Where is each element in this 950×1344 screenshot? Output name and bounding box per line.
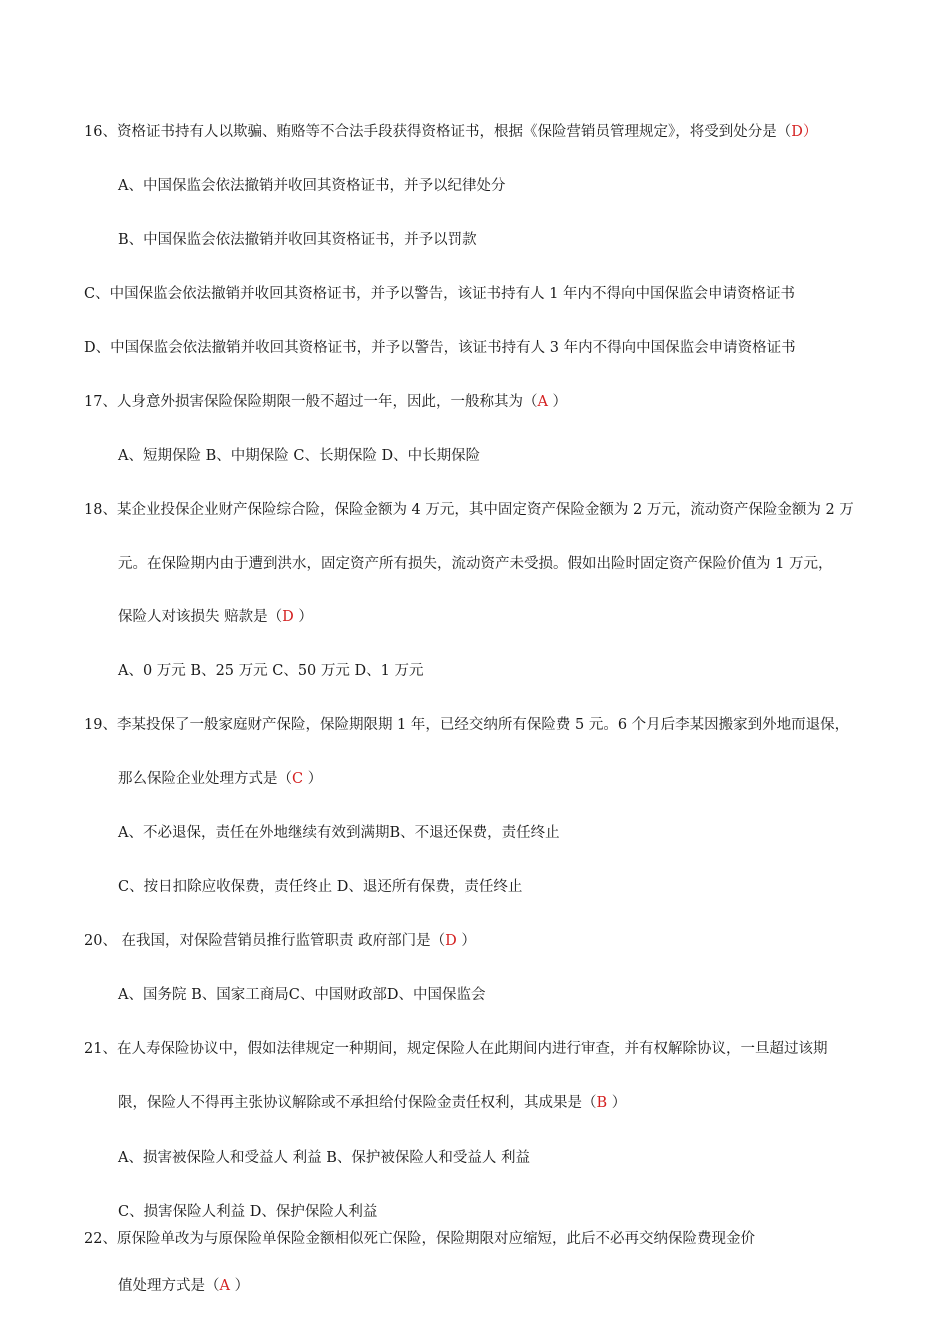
q20-stem <box>84 931 476 951</box>
q21-stem-line2 <box>118 1093 626 1113</box>
q16-stem <box>84 122 817 142</box>
q21-stem-close: ） <box>607 1095 627 1111</box>
q18-options: A、0 万元 B、25 万元 C、50 万元 D、1 万元 <box>118 663 424 679</box>
q17-answer: A <box>537 394 548 410</box>
q16-answer: D <box>791 124 803 140</box>
q18-stem-text: 保险人对该损失 赔款是（ <box>118 609 283 625</box>
q19-options-cd: C、按日扣除应收保费，责任终止 D、退还所有保费，责任终止 <box>118 879 523 895</box>
q17-stem-close: ） <box>547 394 568 410</box>
q16-option-b: B、中国保监会依法撤销并收回其资格证书，并予以罚款 <box>118 232 477 248</box>
q20-answer: D <box>445 933 457 949</box>
q19-stem-line2 <box>118 769 322 789</box>
q16-option-a: A、中国保监会依法撤销并收回其资格证书，并予以纪律处分 <box>118 178 506 194</box>
q21-stem-text: 限，保险人不得再主张协议解除或不承担给付保险金责任权利，其成果是（ <box>118 1095 597 1111</box>
q21-stem-line1: 21、在人寿保险协议中，假如法律规定一种期间，规定保险人在此期间内进行审查，并有权解除协议，一旦超过该期 <box>84 1041 828 1057</box>
q19-stem-close: ） <box>303 771 323 787</box>
q22-stem-close: ） <box>229 1278 250 1294</box>
q17-stem <box>84 392 567 412</box>
q19-answer: C <box>292 771 304 787</box>
q18-answer: D <box>282 609 294 625</box>
q18-stem-close: ） <box>293 609 313 625</box>
q18-stem-line1: 18、某企业投保企业财产保险综合险，保险金额为 4 万元，其中固定资产保险金额为 2 万元，流动资产保险金额为 2 万 <box>84 502 854 518</box>
q20-stem-text: 20、 在我国，对保险营销员推行监管职责 政府部门是（ <box>84 933 446 949</box>
q16-option-c: C、中国保监会依法撤销并收回其资格证书，并予以警告，该证书持有人 1 年内不得向中国保监会申请资格证书 <box>84 286 796 302</box>
q22-answer: A <box>219 1278 230 1294</box>
q17-stem-text: 17、人身意外损害保险保险期限一般不超过一年，因此，一般称其为（ <box>84 394 538 410</box>
q16-option-d: D、中国保监会依法撤销并收回其资格证书，并予以警告，该证书持有人 3 年内不得向中国保监会申请资格证书 <box>84 340 796 356</box>
q18-stem-line3 <box>118 607 313 627</box>
q19-stem-text: 那么保险企业处理方式是（ <box>118 771 292 787</box>
q21-options-ab: A、损害被保险人和受益人 利益 B、保护被保险人和受益人 利益 <box>118 1150 530 1166</box>
q22-stem-text: 值处理方式是（ <box>118 1278 220 1294</box>
q21-options-cd: C、损害保险人利益 D、保护保险人利益 <box>118 1204 378 1220</box>
q16-stem-close: ） <box>802 124 818 140</box>
q22-stem-line2 <box>118 1276 249 1296</box>
q20-stem-close: ） <box>456 933 476 949</box>
q18-stem-line2: 元。在保险期内由于遭到洪水，固定资产所有损失，流动资产未受损。假如出险时固定资产保险价值为 1 万元， <box>118 556 833 572</box>
q20-options: A、国务院 B、国家工商局C、中国财政部D、中国保监会 <box>118 987 486 1003</box>
q22-stem-line1: 22、原保险单改为与原保险单保险金额相似死亡保险，保险期限对应缩短，此后不必再交纳保险费现金价 <box>84 1231 755 1247</box>
q19-options-ab: A、不必退保，责任在外地继续有效到满期B、不退还保费，责任终止 <box>118 825 560 841</box>
q21-answer: B <box>596 1095 608 1111</box>
q16-stem-text: 16、资格证书持有人以欺骗、贿赂等不合法手段获得资格证书，根据《保险营销员管理规定》，将受到处分是（ <box>84 124 792 140</box>
q19-stem-line1: 19、李某投保了一般家庭财产保险，保险期限期 1 年，已经交纳所有保险费 5 元。6 个月后李某因搬家到外地而退保， <box>84 717 850 733</box>
q17-options: A、短期保险 B、中期保险 C、长期保险 D、中长期保险 <box>118 448 481 464</box>
